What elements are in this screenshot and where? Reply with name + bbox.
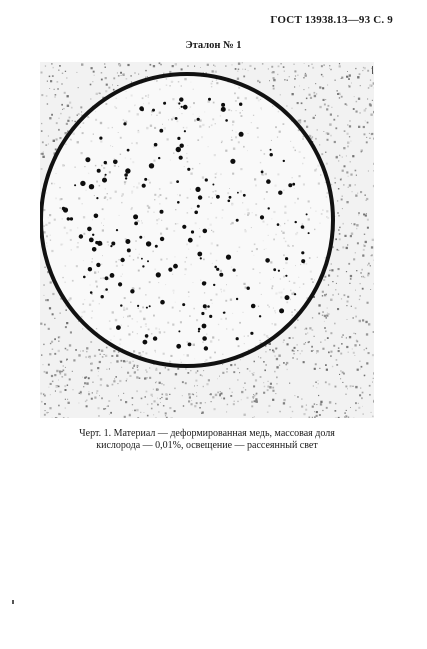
inclusion-dot [283, 160, 285, 162]
inclusion-dot [96, 197, 98, 199]
inclusion-dot [202, 324, 207, 329]
inclusion-dot [204, 282, 207, 285]
inclusion-dot [113, 160, 118, 165]
inclusion-dot [173, 264, 178, 269]
inclusion-dot [154, 143, 158, 147]
inclusion-dot [195, 187, 200, 192]
inclusion-dot [202, 336, 207, 341]
inclusion-dot [179, 97, 183, 101]
inclusion-dot [278, 270, 280, 272]
inclusion-dot [203, 229, 208, 234]
inclusion-dot [101, 295, 104, 298]
inclusion-dot [110, 245, 112, 247]
caption-line-1: Черт. 1. Материал — деформированная медь, массовая доля [79, 428, 335, 439]
inclusion-dot [194, 211, 198, 215]
inclusion-dot [285, 257, 288, 260]
inclusion-dot [105, 288, 108, 291]
inclusion-dot [200, 257, 202, 259]
inclusion-dot [197, 205, 200, 208]
inclusion-dot [237, 192, 239, 194]
inclusion-dot [110, 273, 115, 278]
inclusion-dot [74, 184, 76, 186]
inclusion-dot [178, 330, 180, 332]
inclusion-dot [201, 312, 204, 315]
inclusion-dot [133, 214, 138, 219]
inclusion-dot [198, 195, 202, 199]
inclusion-dot [177, 201, 180, 204]
inclusion-dot [144, 178, 147, 181]
inclusion-dot [102, 178, 107, 183]
inclusion-dot [147, 260, 149, 262]
inclusion-dot [160, 210, 164, 214]
inclusion-dot [270, 149, 272, 151]
inclusion-dot [125, 168, 130, 173]
inclusion-dot [70, 217, 73, 220]
inclusion-dot [277, 223, 280, 226]
inclusion-dot [236, 298, 238, 300]
inclusion-dot [214, 266, 217, 269]
inclusion-dot [178, 102, 180, 104]
inclusion-dot [191, 230, 194, 233]
inclusion-dot [180, 144, 184, 148]
inclusion-dot [90, 291, 93, 294]
inclusion-dot [67, 217, 70, 220]
inclusion-dot [94, 214, 99, 219]
inclusion-dot [92, 247, 97, 252]
inclusion-dot [179, 156, 183, 160]
inclusion-dot [216, 195, 220, 199]
inclusion-dot [188, 238, 193, 243]
inclusion-dot [92, 234, 94, 236]
inclusion-dot [125, 239, 130, 244]
inclusion-dot [259, 315, 261, 317]
standard-title: Эталон № 1 [185, 40, 242, 51]
inclusion-dot [124, 173, 128, 177]
inclusion-dot [100, 243, 102, 245]
inclusion-dot [221, 103, 225, 107]
inclusion-dot [142, 265, 144, 267]
inclusion-dot [308, 232, 310, 234]
inclusion-dot [95, 241, 98, 244]
inclusion-dot [111, 242, 115, 246]
inclusion-dot [236, 337, 239, 340]
inclusion-dot [83, 276, 86, 279]
inclusion-dot [118, 282, 122, 286]
inclusion-dot [120, 304, 122, 306]
inclusion-dot [203, 304, 207, 308]
caption-line-2: кислорода — 0,01%, освещение — рассеянный свет [96, 440, 318, 451]
inclusion-dot [279, 308, 284, 313]
inclusion-dot [212, 184, 214, 186]
inclusion-dot [137, 305, 139, 307]
inclusion-dot [181, 106, 183, 108]
inclusion-dot [251, 304, 256, 309]
inclusion-dot [268, 207, 270, 209]
inclusion-dot [198, 330, 200, 332]
inclusion-dot [125, 177, 127, 179]
inclusion-dot [163, 102, 166, 105]
inclusion-dot [104, 161, 107, 164]
inclusion-dot [99, 137, 102, 140]
inclusion-dot [141, 258, 143, 260]
inclusion-dot [176, 147, 181, 152]
inclusion-dot [153, 336, 157, 340]
inclusion-dot [152, 109, 155, 112]
inclusion-dot [239, 132, 244, 137]
inclusion-dot [127, 149, 130, 152]
inclusion-dot [116, 325, 121, 330]
inclusion-dot [156, 272, 161, 277]
inclusion-dot [175, 117, 178, 120]
inclusion-dot [123, 122, 126, 125]
inclusion-dot [176, 344, 181, 349]
inclusion-dot [183, 105, 188, 110]
figure-caption [40, 428, 374, 452]
inclusion-dot [168, 268, 172, 272]
inclusion-dot [236, 219, 239, 222]
inclusion-dot [155, 245, 158, 248]
inclusion-dot [127, 248, 131, 252]
inclusion-dot [247, 287, 250, 290]
inclusion-dot [105, 276, 109, 280]
inclusion-dot [285, 295, 290, 300]
inclusion-dot [182, 225, 186, 229]
inclusion-dot [301, 251, 304, 254]
inclusion-dot [177, 137, 180, 140]
field-of-view-circle [41, 74, 333, 366]
inclusion-dot [159, 129, 163, 133]
inclusion-dot [301, 225, 305, 229]
inclusion-dot [228, 200, 231, 203]
inclusion-dot [89, 238, 94, 243]
inclusion-dot [149, 163, 154, 168]
scan-mark [12, 600, 14, 604]
inclusion-dot [219, 273, 223, 277]
inclusion-dot [260, 215, 264, 219]
inclusion-dot [187, 168, 190, 171]
inclusion-dot [160, 237, 164, 241]
inclusion-dot [278, 191, 282, 195]
inclusion-dot [87, 227, 92, 232]
inclusion-dot [105, 174, 107, 176]
inclusion-dot [225, 119, 228, 122]
inclusion-dot [221, 107, 226, 112]
inclusion-dot [229, 196, 232, 199]
inclusion-dot [139, 106, 144, 111]
inclusion-dot [216, 268, 219, 271]
inclusion-dot [184, 130, 186, 132]
inclusion-dot [80, 181, 85, 186]
micrograph-image [40, 62, 374, 418]
inclusion-dot [149, 305, 151, 307]
inclusion-dot [230, 159, 235, 164]
inclusion-dot [265, 258, 270, 263]
inclusion-dot [209, 315, 212, 318]
inclusion-dot [233, 269, 236, 272]
inclusion-dot [295, 221, 297, 223]
inclusion-dot [142, 184, 146, 188]
inclusion-dot [294, 293, 296, 295]
inclusion-dot [130, 289, 134, 293]
inclusion-dot [145, 334, 149, 338]
inclusion-dot [116, 229, 118, 231]
inclusion-dot [62, 207, 65, 210]
inclusion-dot [88, 267, 92, 271]
inclusion-dot [270, 153, 273, 156]
inclusion-dot [285, 275, 287, 277]
inclusion-dot [205, 178, 208, 181]
inclusion-dot [146, 307, 148, 309]
page-header: ГОСТ 13938.13—93 С. 9 [270, 14, 393, 26]
inclusion-dot [120, 258, 124, 262]
inclusion-dot [306, 213, 308, 215]
inclusion-dot [146, 241, 151, 246]
inclusion-dot [134, 222, 138, 226]
inclusion-dot [79, 234, 83, 238]
inclusion-dot [197, 252, 202, 257]
inclusion-dot [204, 346, 208, 350]
inclusion-dot [208, 98, 211, 101]
scan-mark [372, 66, 373, 74]
inclusion-dot [198, 328, 201, 331]
inclusion-dot [89, 184, 94, 189]
inclusion-dot [292, 183, 295, 186]
inclusion-dot [182, 303, 185, 306]
inclusion-dot [239, 103, 242, 106]
inclusion-dot [273, 268, 276, 271]
inclusion-dot [176, 180, 179, 183]
inclusion-dot [207, 305, 210, 308]
inclusion-dot [158, 157, 160, 159]
inclusion-dot [139, 236, 142, 239]
inclusion-dot [188, 343, 192, 347]
inclusion-dot [197, 118, 200, 121]
inclusion-dot [261, 171, 264, 174]
inclusion-dot [160, 300, 165, 305]
inclusion-dot [226, 255, 231, 260]
inclusion-dot [288, 183, 292, 187]
inclusion-dot [85, 157, 90, 162]
inclusion-dot [250, 332, 253, 335]
inclusion-dot [213, 284, 215, 286]
inclusion-dot [223, 312, 225, 314]
inclusion-dot [266, 179, 271, 184]
inclusion-dot [301, 259, 305, 263]
inclusion-dot [243, 194, 246, 197]
inclusion-dot [143, 340, 148, 345]
inclusion-dot [96, 263, 100, 267]
inclusion-dot [97, 169, 101, 173]
